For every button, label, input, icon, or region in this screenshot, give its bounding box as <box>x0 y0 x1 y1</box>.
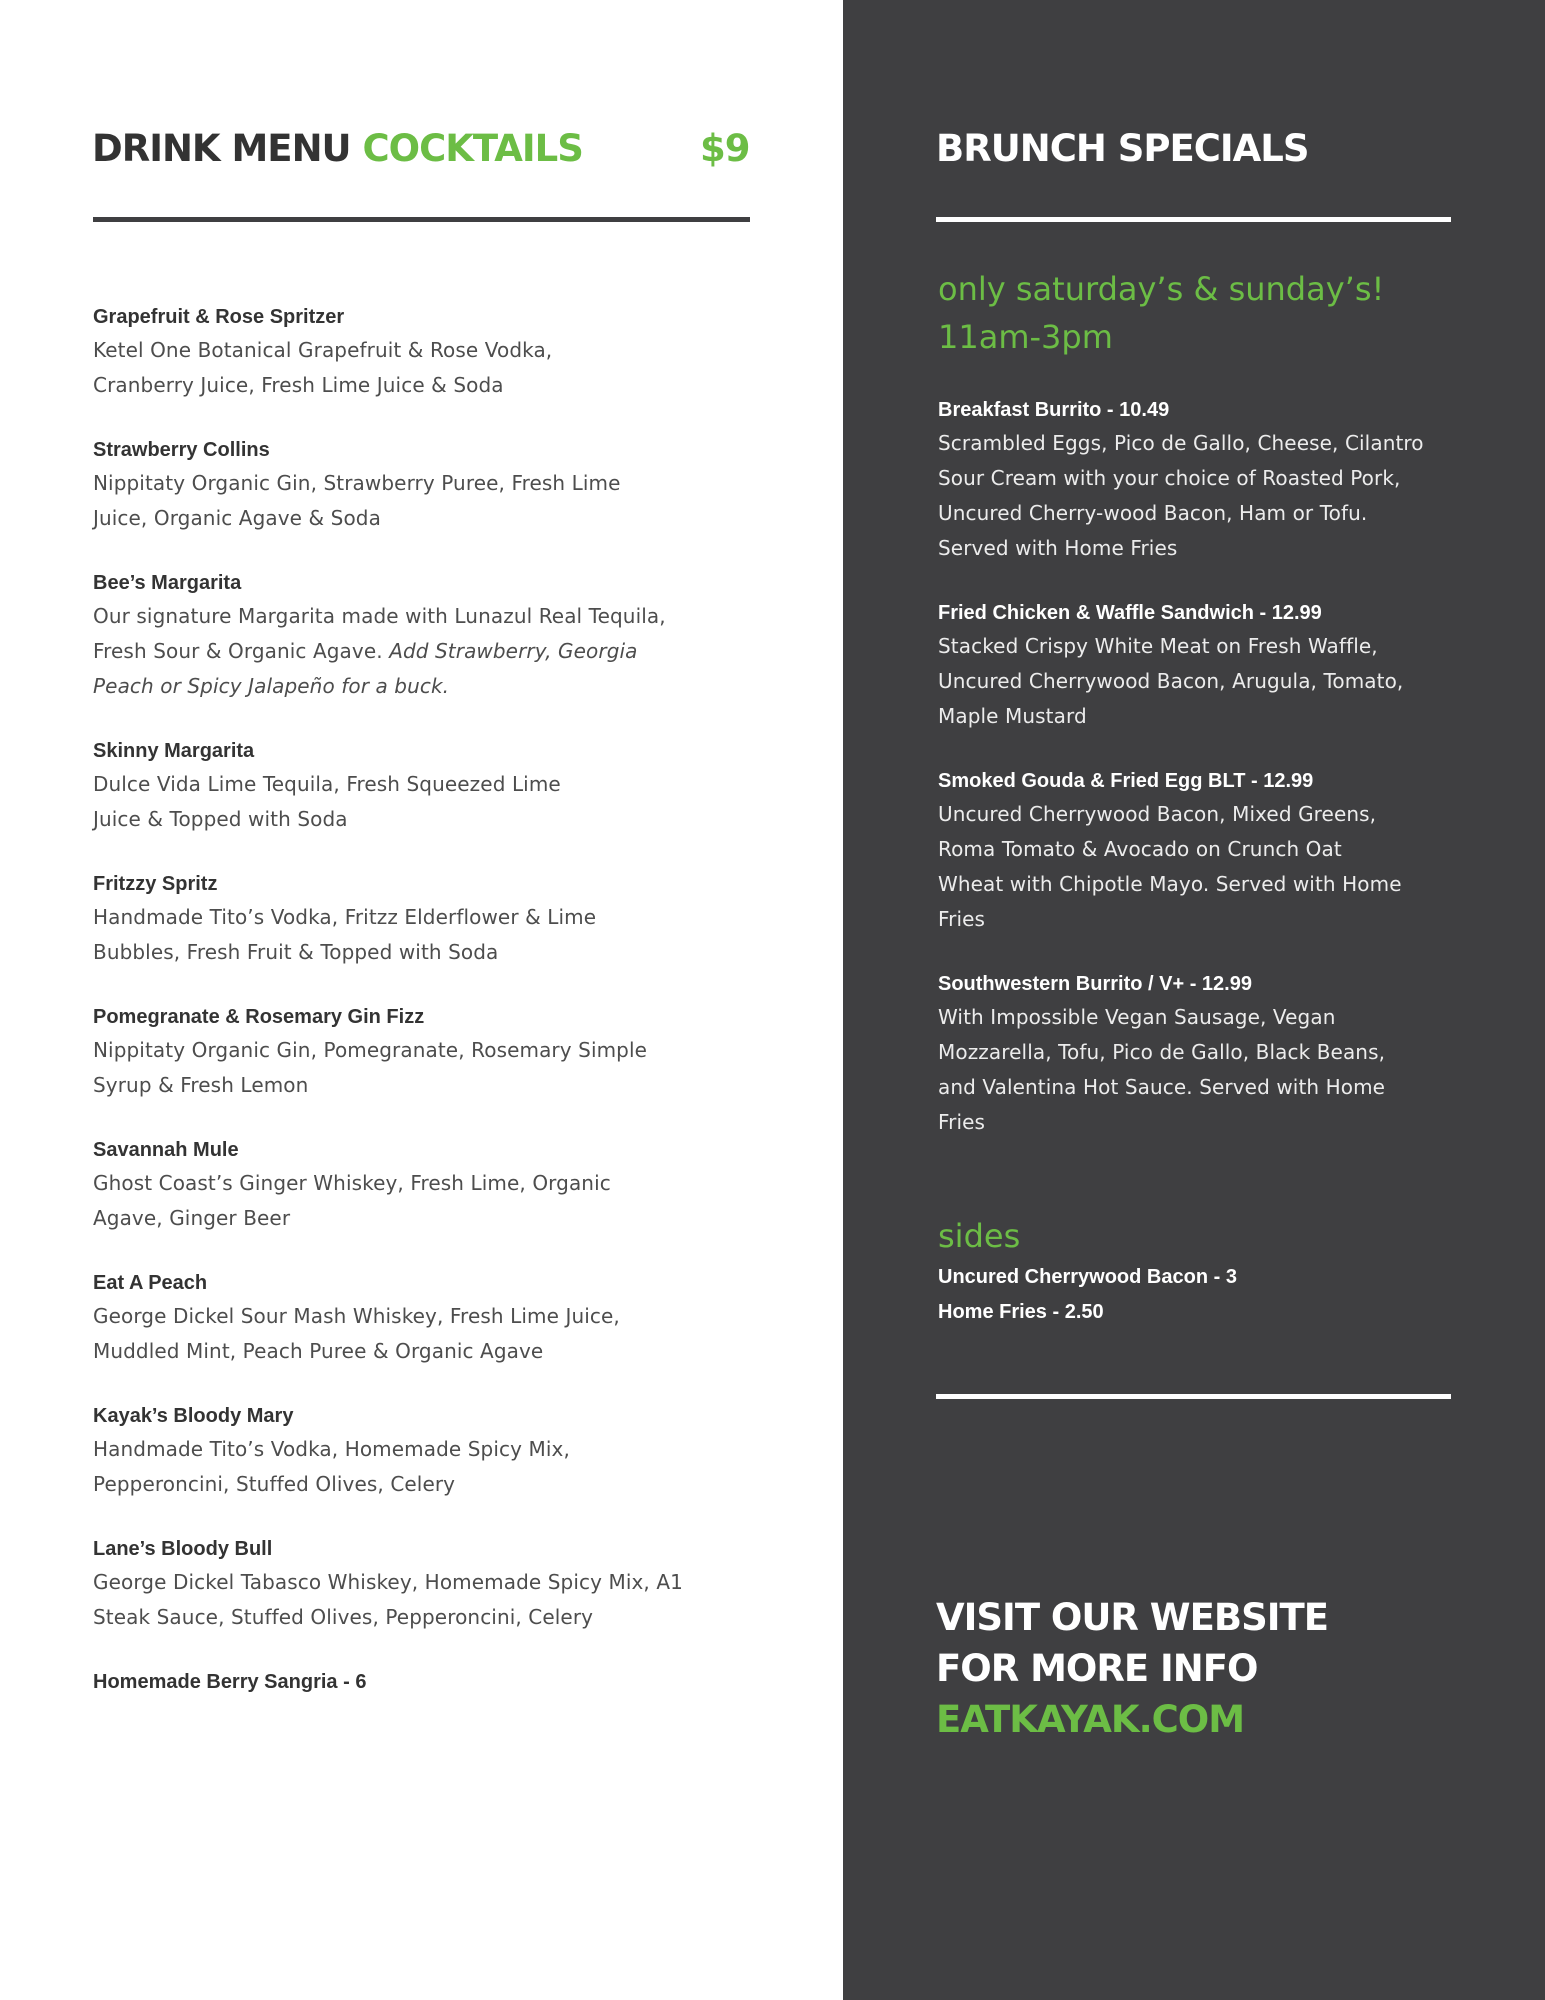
menu-item <box>93 1404 793 1502</box>
menu-item <box>93 571 793 704</box>
item-name: Smoked Gouda & Fried Egg BLT - 12.99 <box>938 770 1314 792</box>
item-name: Skinny Margarita <box>93 740 255 762</box>
item-description: Handmade Tito’s Vodka, Homemade Spicy Mix, Pepperoncini, Stuffed Olives, Celery <box>93 1437 570 1496</box>
cta-line: FOR MORE INFO <box>936 1647 1258 1690</box>
item-name: Southwestern Burrito / V+ - 12.99 <box>938 973 1252 995</box>
item-name: Lane’s Bloody Bull <box>93 1538 273 1560</box>
menu-item <box>93 1138 793 1236</box>
visit-website-cta <box>936 1592 1328 1745</box>
menu-item <box>938 769 1458 937</box>
cocktail-list <box>93 305 793 1729</box>
brunch-list <box>938 398 1458 1175</box>
item-description-text: Our signature Margarita made with Lunazul Real Tequila, Fresh Sour & Organic Agave. <box>93 604 666 663</box>
item-name: Kayak’s Bloody Mary <box>93 1405 294 1427</box>
menu-item <box>93 1005 793 1103</box>
item-description: Scrambled Eggs, Pico de Gallo, Cheese, Cilantro Sour Cream with your choice of Roasted Pork, Uncured Cherry-wood Bacon, Ham or Tofu. Served with Home Fries <box>938 431 1424 560</box>
item-name: Fritzzy Spritz <box>93 873 218 895</box>
right-divider-top <box>936 217 1451 222</box>
drink-menu-title-text: DRINK MENU <box>92 127 351 170</box>
hours-text: 11am-3pm <box>938 318 1113 356</box>
item-name: Pomegranate & Rosemary Gin Fizz <box>93 1006 425 1028</box>
item-name: Eat A Peach <box>93 1272 208 1294</box>
menu-item <box>93 872 793 970</box>
left-divider <box>93 217 750 222</box>
item-description: Ghost Coast’s Ginger Whiskey, Fresh Lime, Organic Agave, Ginger Beer <box>93 1171 611 1230</box>
sides-title: sides <box>938 1217 1021 1255</box>
menu-item <box>93 1537 793 1635</box>
menu-item <box>938 601 1458 734</box>
item-description <box>93 599 678 704</box>
item-description: Uncured Cherrywood Bacon, Mixed Greens, Roma Tomato & Avocado on Crunch Oat Wheat with Chipotle Mayo. Served with Home Fries <box>938 802 1402 931</box>
item-name: Savannah Mule <box>93 1139 239 1161</box>
item-name: Grapefruit & Rose Spritzer <box>93 306 345 328</box>
brunch-specials-title: BRUNCH SPECIALS <box>936 127 1309 170</box>
item-description: Ketel One Botanical Grapefruit & Rose Vodka, Cranberry Juice, Fresh Lime Juice & Soda <box>93 338 553 397</box>
item-description: Dulce Vida Lime Tequila, Fresh Squeezed Lime Juice & Topped with Soda <box>93 772 561 831</box>
cocktails-title-text: COCKTAILS <box>362 127 583 170</box>
right-divider-bottom <box>936 1394 1451 1399</box>
item-description: George Dickel Tabasco Whiskey, Homemade Spicy Mix, A1 Steak Sauce, Stuffed Olives, Pepperoncini, Celery <box>93 1570 683 1629</box>
item-name: Fried Chicken & Waffle Sandwich - 12.99 <box>938 602 1322 624</box>
cocktail-price: $9 <box>700 127 750 170</box>
menu-item <box>938 398 1458 566</box>
item-description: Nippitaty Organic Gin, Pomegranate, Rosemary Simple Syrup & Fresh Lemon <box>93 1038 648 1097</box>
side-item: Uncured Cherrywood Bacon - 3 <box>938 1266 1237 1288</box>
availability-text: only saturday’s & sunday’s! <box>938 270 1385 308</box>
menu-item <box>93 739 793 837</box>
menu-item <box>93 438 793 536</box>
item-name: Bee’s Margarita <box>93 572 242 594</box>
item-description: Nippitaty Organic Gin, Strawberry Puree, Fresh Lime Juice, Organic Agave & Soda <box>93 471 621 530</box>
menu-item <box>938 972 1458 1140</box>
menu-item <box>93 1670 793 1694</box>
item-name: Homemade Berry Sangria - 6 <box>93 1671 367 1693</box>
item-description: Stacked Crispy White Meat on Fresh Waffle, Uncured Cherrywood Bacon, Arugula, Tomato, Maple Mustard <box>938 634 1404 728</box>
item-name: Strawberry Collins <box>93 439 270 461</box>
drink-menu-title <box>92 127 583 170</box>
menu-item <box>93 1271 793 1369</box>
item-description: George Dickel Sour Mash Whiskey, Fresh Lime Juice, Muddled Mint, Peach Puree & Organic Agave <box>93 1304 620 1363</box>
item-note: Add Strawberry, Georgia Peach or Spicy Jalapeño for a buck. <box>93 639 638 698</box>
item-description: With Impossible Vegan Sausage, Vegan Mozzarella, Tofu, Pico de Gallo, Black Beans, and Valentina Hot Sauce. Served with Home Fries <box>938 1005 1386 1134</box>
item-description: Handmade Tito’s Vodka, Fritzz Elderflower & Lime Bubbles, Fresh Fruit & Topped with Soda <box>93 905 597 964</box>
side-item: Home Fries - 2.50 <box>938 1301 1104 1323</box>
cta-line: VISIT OUR WEBSITE <box>936 1596 1329 1639</box>
website-link[interactable]: EATKAYAK.COM <box>936 1698 1245 1741</box>
menu-item <box>93 305 793 403</box>
item-name: Breakfast Burrito - 10.49 <box>938 399 1170 421</box>
